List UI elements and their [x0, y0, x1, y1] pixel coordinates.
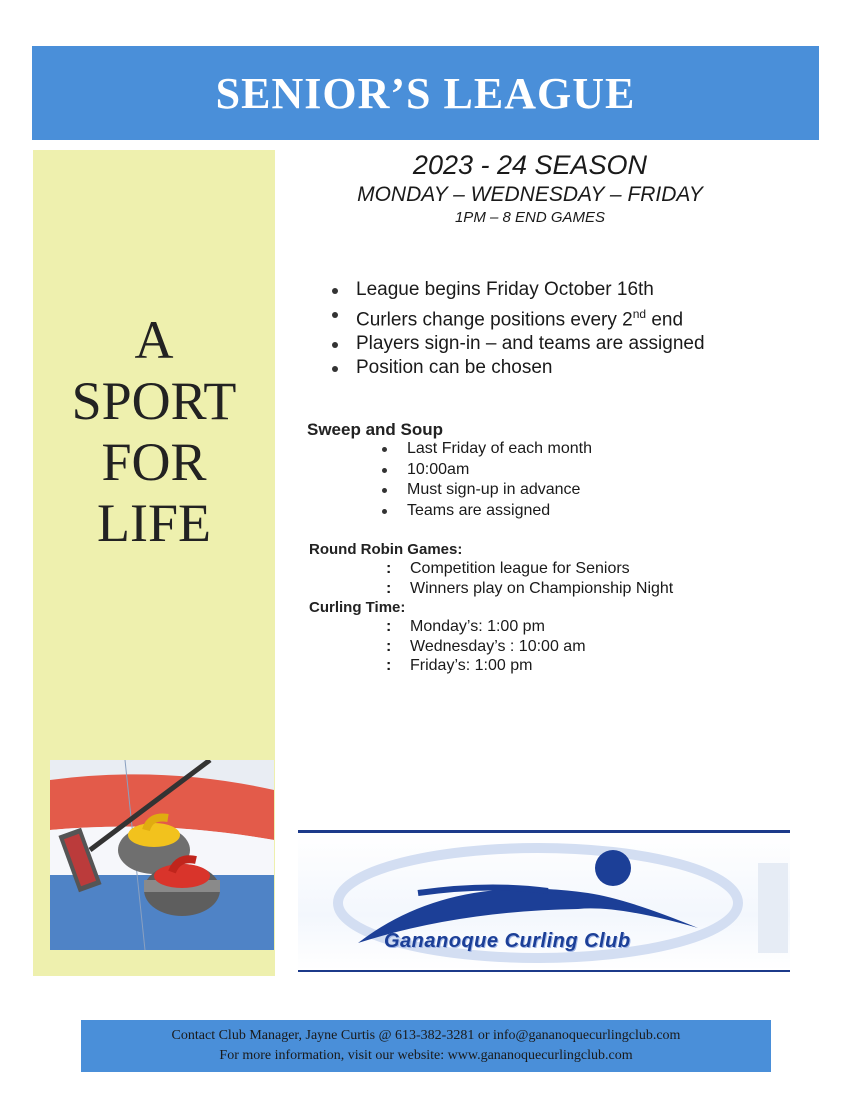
slogan-line: A: [134, 310, 174, 370]
season-title: 2023 - 24 SEASON: [412, 150, 648, 180]
website-line: For more information, visit our website: www.gananoquecurlingclub.com: [219, 1048, 633, 1063]
curling-time-list: [386, 617, 586, 676]
list-item: : Monday’s: 1:00 pm: [386, 618, 545, 635]
club-logo: [298, 830, 790, 972]
club-logo-text: Gananoque Curling Club: [384, 930, 631, 952]
list-item: Must sign-up in advance: [380, 480, 592, 501]
list-item: Position can be chosen: [330, 356, 705, 380]
contact-line: Contact Club Manager, Jayne Curtis @ 613-382-3281 or info@gananoquecurlingclub.com: [171, 1028, 681, 1043]
slogan-line: SPORT: [71, 371, 237, 431]
list-item: League begins Friday October 16th: [330, 278, 705, 302]
list-item: : Wednesday’s : 10:00 am: [386, 637, 586, 655]
list-item: Players sign-in – and teams are assigned: [330, 332, 705, 356]
league-details-list: [330, 278, 705, 380]
season-info: [300, 150, 760, 226]
list-item: Teams are assigned: [380, 501, 592, 522]
curling-stones-photo: [50, 760, 274, 950]
list-item: Last Friday of each month: [380, 439, 592, 460]
curling-stones-illustration: [50, 760, 274, 950]
contact-footer: [81, 1020, 771, 1072]
header-banner: [32, 46, 819, 140]
sweep-soup-heading: Sweep and Soup: [307, 420, 444, 439]
round-robin-list: [386, 559, 673, 598]
list-item: 10:00am: [380, 460, 592, 481]
slogan-line: LIFE: [97, 493, 211, 553]
list-item: Curlers change positions every 2nd end: [330, 302, 705, 332]
season-games: 1PM – 8 END GAMES: [454, 209, 606, 226]
list-item: : Winners play on Championship Night: [386, 579, 674, 597]
curling-time-heading: Curling Time:: [309, 599, 406, 616]
page-title: SENIOR’S LEAGUE: [215, 68, 636, 118]
sidebar-panel: [33, 150, 275, 976]
list-item: : Friday’s: 1:00 pm: [386, 657, 533, 674]
slogan-line: FOR: [101, 432, 207, 492]
slogan: [33, 310, 275, 554]
round-robin-heading: Round Robin Games:: [309, 541, 463, 558]
list-item: : Competition league for Seniors: [386, 560, 630, 577]
season-days: MONDAY – WEDNESDAY – FRIDAY: [357, 183, 703, 206]
sweep-soup-list: [380, 439, 592, 521]
